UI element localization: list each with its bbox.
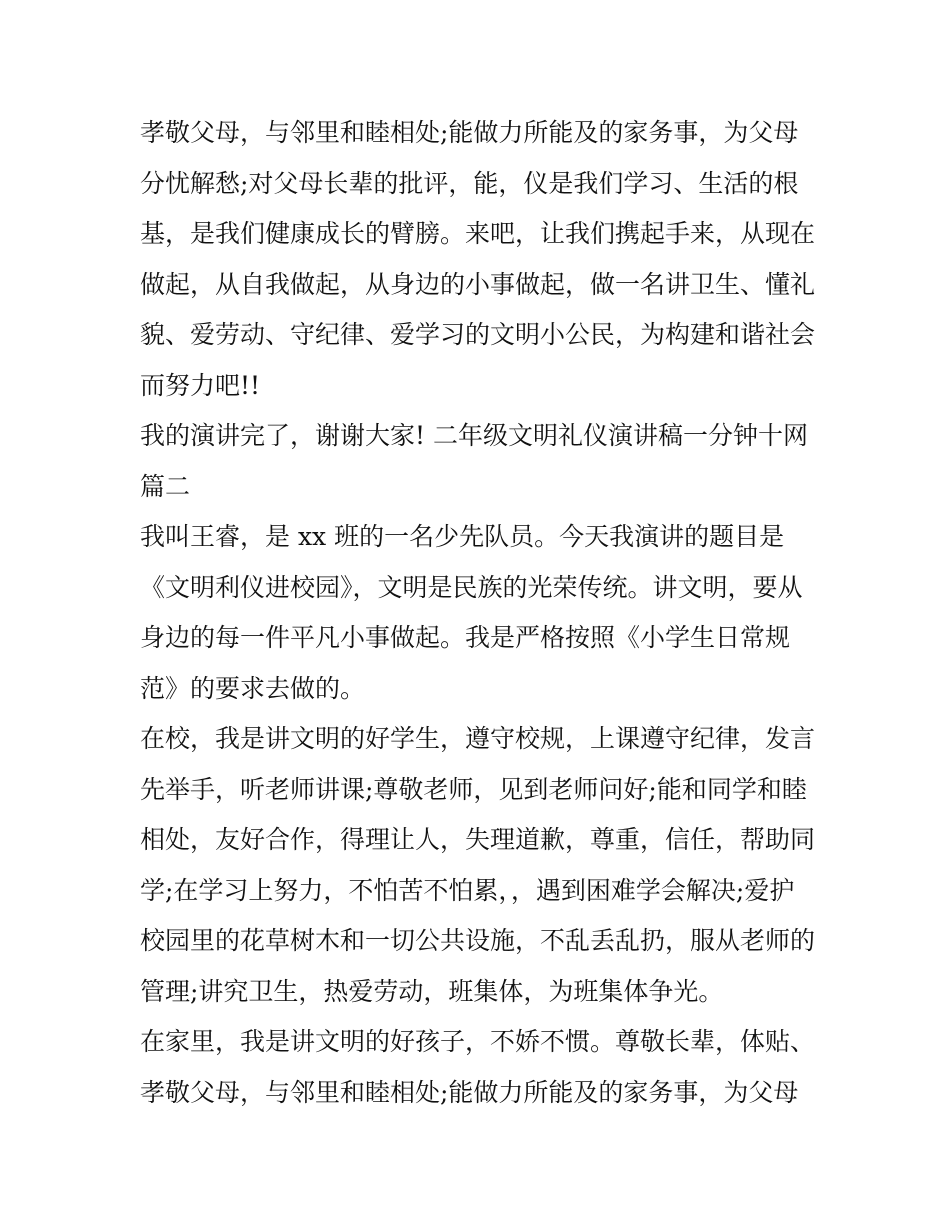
text-line: 管理;讲究卫生，热爱劳动，班集体，为班集体争光。 bbox=[140, 976, 724, 1006]
text-line: 相处，友好合作，得理让人，失理道歉，尊重，信任，帮助同 bbox=[140, 825, 816, 854]
paragraph-1 bbox=[140, 108, 816, 411]
paragraph-2 bbox=[140, 411, 816, 512]
text-line: 在家里，我是讲文明的好孩子，不娇不惯。尊敬长辈，体贴、 bbox=[140, 1027, 816, 1056]
text-line: 孝敬父母，与邻里和睦相处;能做力所能及的家务事，为父母 bbox=[140, 118, 799, 147]
document-body bbox=[140, 108, 816, 1118]
text-line: 我叫王睿，是 xx 班的一名少先队员。今天我演讲的题目是 bbox=[140, 522, 785, 551]
text-line: 我的演讲完了，谢谢大家! 二年级文明礼仪演讲稿一分钟十网 bbox=[140, 421, 808, 450]
text-line: 篇二 bbox=[140, 471, 191, 501]
text-line: 貌、爱劳动、守纪律、爱学习的文明小公民，为构建和谐社会 bbox=[140, 320, 816, 349]
text-line: 分忧解愁;对父母长辈的批评，能，仪是我们学习、生活的根 bbox=[140, 168, 799, 198]
paragraph-4 bbox=[140, 714, 816, 1017]
text-line: 身边的每一件平凡小事做起。我是严格按照《小学生日常规 bbox=[140, 623, 791, 652]
text-line: 范》的要求去做的。 bbox=[140, 673, 366, 703]
paragraph-3 bbox=[140, 512, 816, 714]
text-line: 先举手，听老师讲课;尊敬老师，见到老师问好;能和同学和睦 bbox=[140, 774, 807, 804]
paragraph-5 bbox=[140, 1017, 816, 1118]
text-line: 做起，从自我做起，从身边的小事做起，做一名讲卫生、懂礼 bbox=[140, 269, 816, 299]
text-line: 在校，我是讲文明的好学生，遵守校规，上课遵守纪律，发言 bbox=[140, 724, 816, 753]
text-line: 而努力吧!! bbox=[140, 370, 261, 400]
text-line: 基，是我们健康成长的臂膀。来吧，让我们携起手来，从现在 bbox=[140, 219, 816, 248]
text-line: 《文明利仪进校园》，文明是民族的光荣传统。讲文明，要从 bbox=[140, 572, 803, 602]
text-line: 孝敬父母，与邻里和睦相处;能做力所能及的家务事，为父母 bbox=[140, 1077, 799, 1107]
text-line: 学;在学习上努力，不怕苦不怕累，，遇到困难学会解决;爱护 bbox=[140, 875, 795, 905]
text-line: 校园里的花草树木和一切公共设施，不乱丢乱扔，服从老师的 bbox=[140, 926, 816, 955]
